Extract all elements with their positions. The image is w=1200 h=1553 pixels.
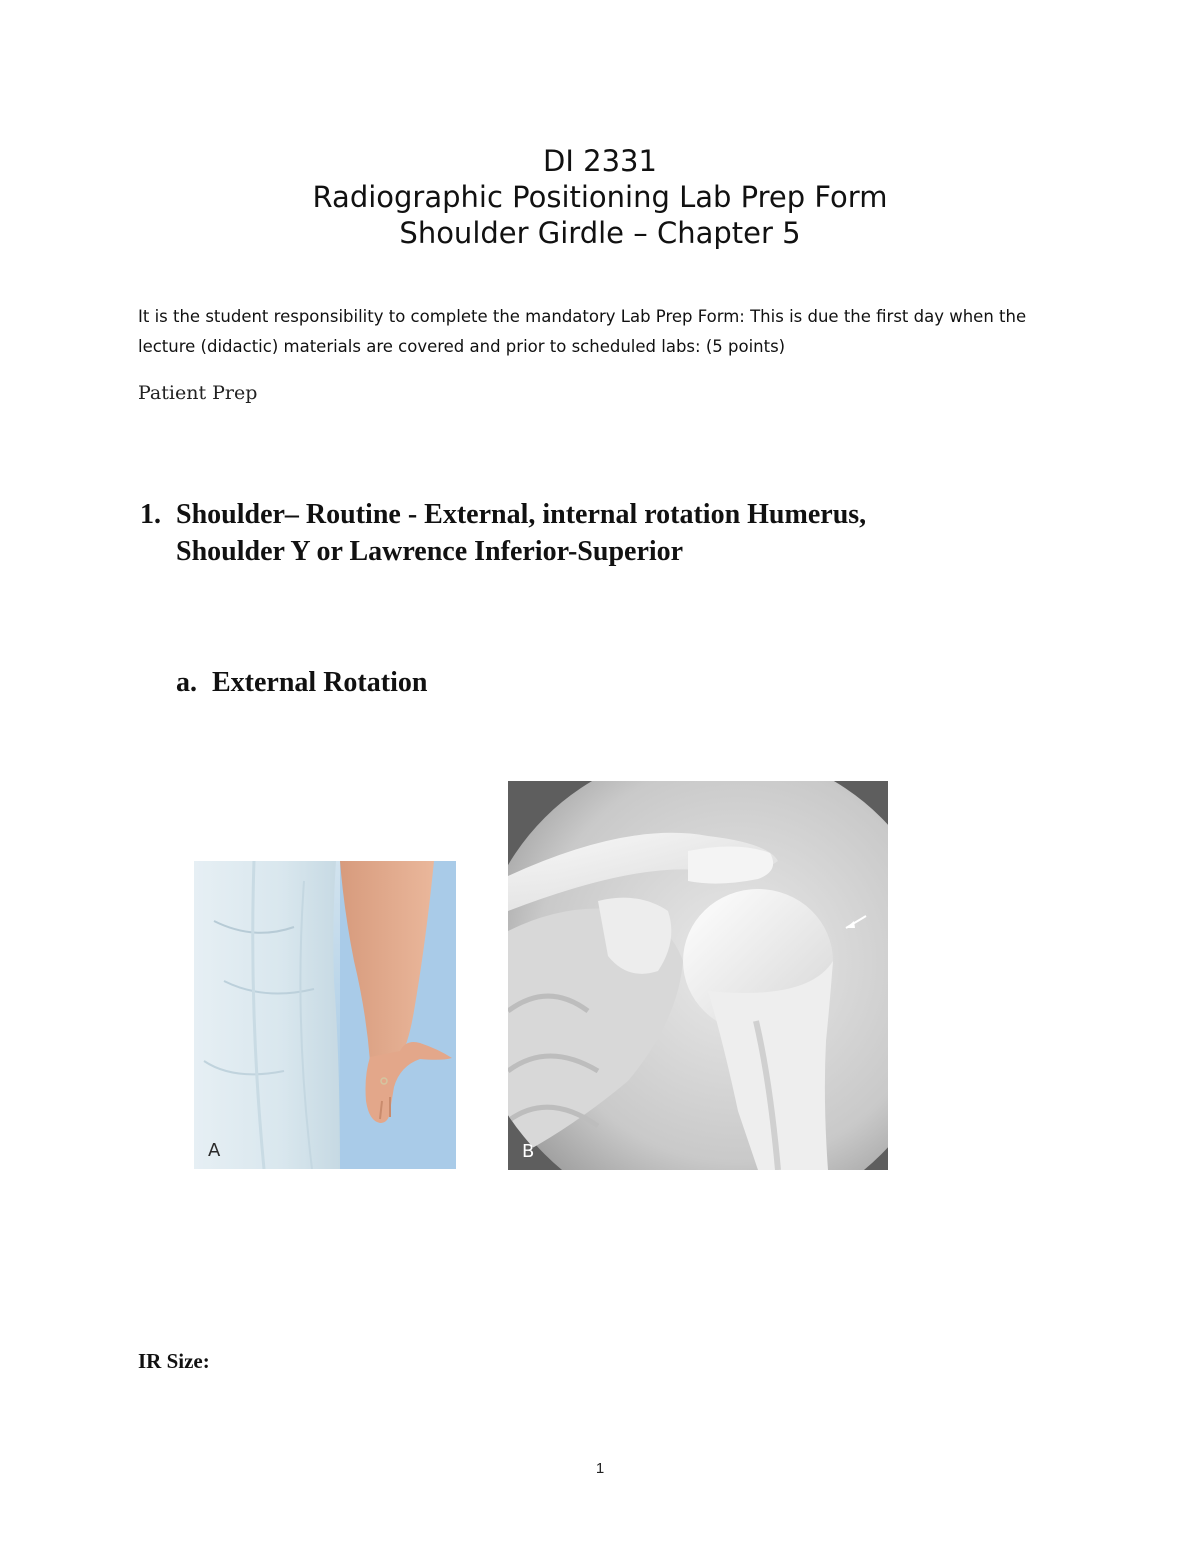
page-number: 1 — [595, 1460, 605, 1477]
form-title: Radiographic Positioning Lab Prep Form — [312, 180, 888, 214]
title-block — [0, 143, 1200, 251]
intro-paragraph: It is the student responsibility to complete the mandatory Lab Prep Form: This is due the first day when the lecture (didactic) materials are covered and prior to scheduled labs: (5 points) — [138, 307, 1027, 356]
figure-b-label: B — [522, 1141, 535, 1162]
positioning-photo — [194, 861, 456, 1169]
question-line-1: Shoulder– Routine - External, internal rotation Humerus, — [176, 499, 867, 530]
shoulder-radiograph — [508, 781, 888, 1170]
question-line-2: Shoulder Y or Lawrence Inferior-Superior — [176, 536, 684, 567]
ir-size-label: IR Size: — [138, 1349, 210, 1373]
subsection-title: External Rotation — [212, 667, 428, 698]
question-text — [176, 496, 1036, 570]
patient-prep-heading: Patient Prep — [138, 382, 258, 404]
chapter-title: Shoulder Girdle – Chapter 5 — [399, 216, 801, 250]
course-code: DI 2331 — [543, 144, 657, 178]
subsection-heading — [176, 667, 427, 699]
figure-a-label: A — [208, 1140, 221, 1161]
question-number: 1. — [140, 499, 161, 530]
subsection-letter: a. — [176, 667, 197, 698]
